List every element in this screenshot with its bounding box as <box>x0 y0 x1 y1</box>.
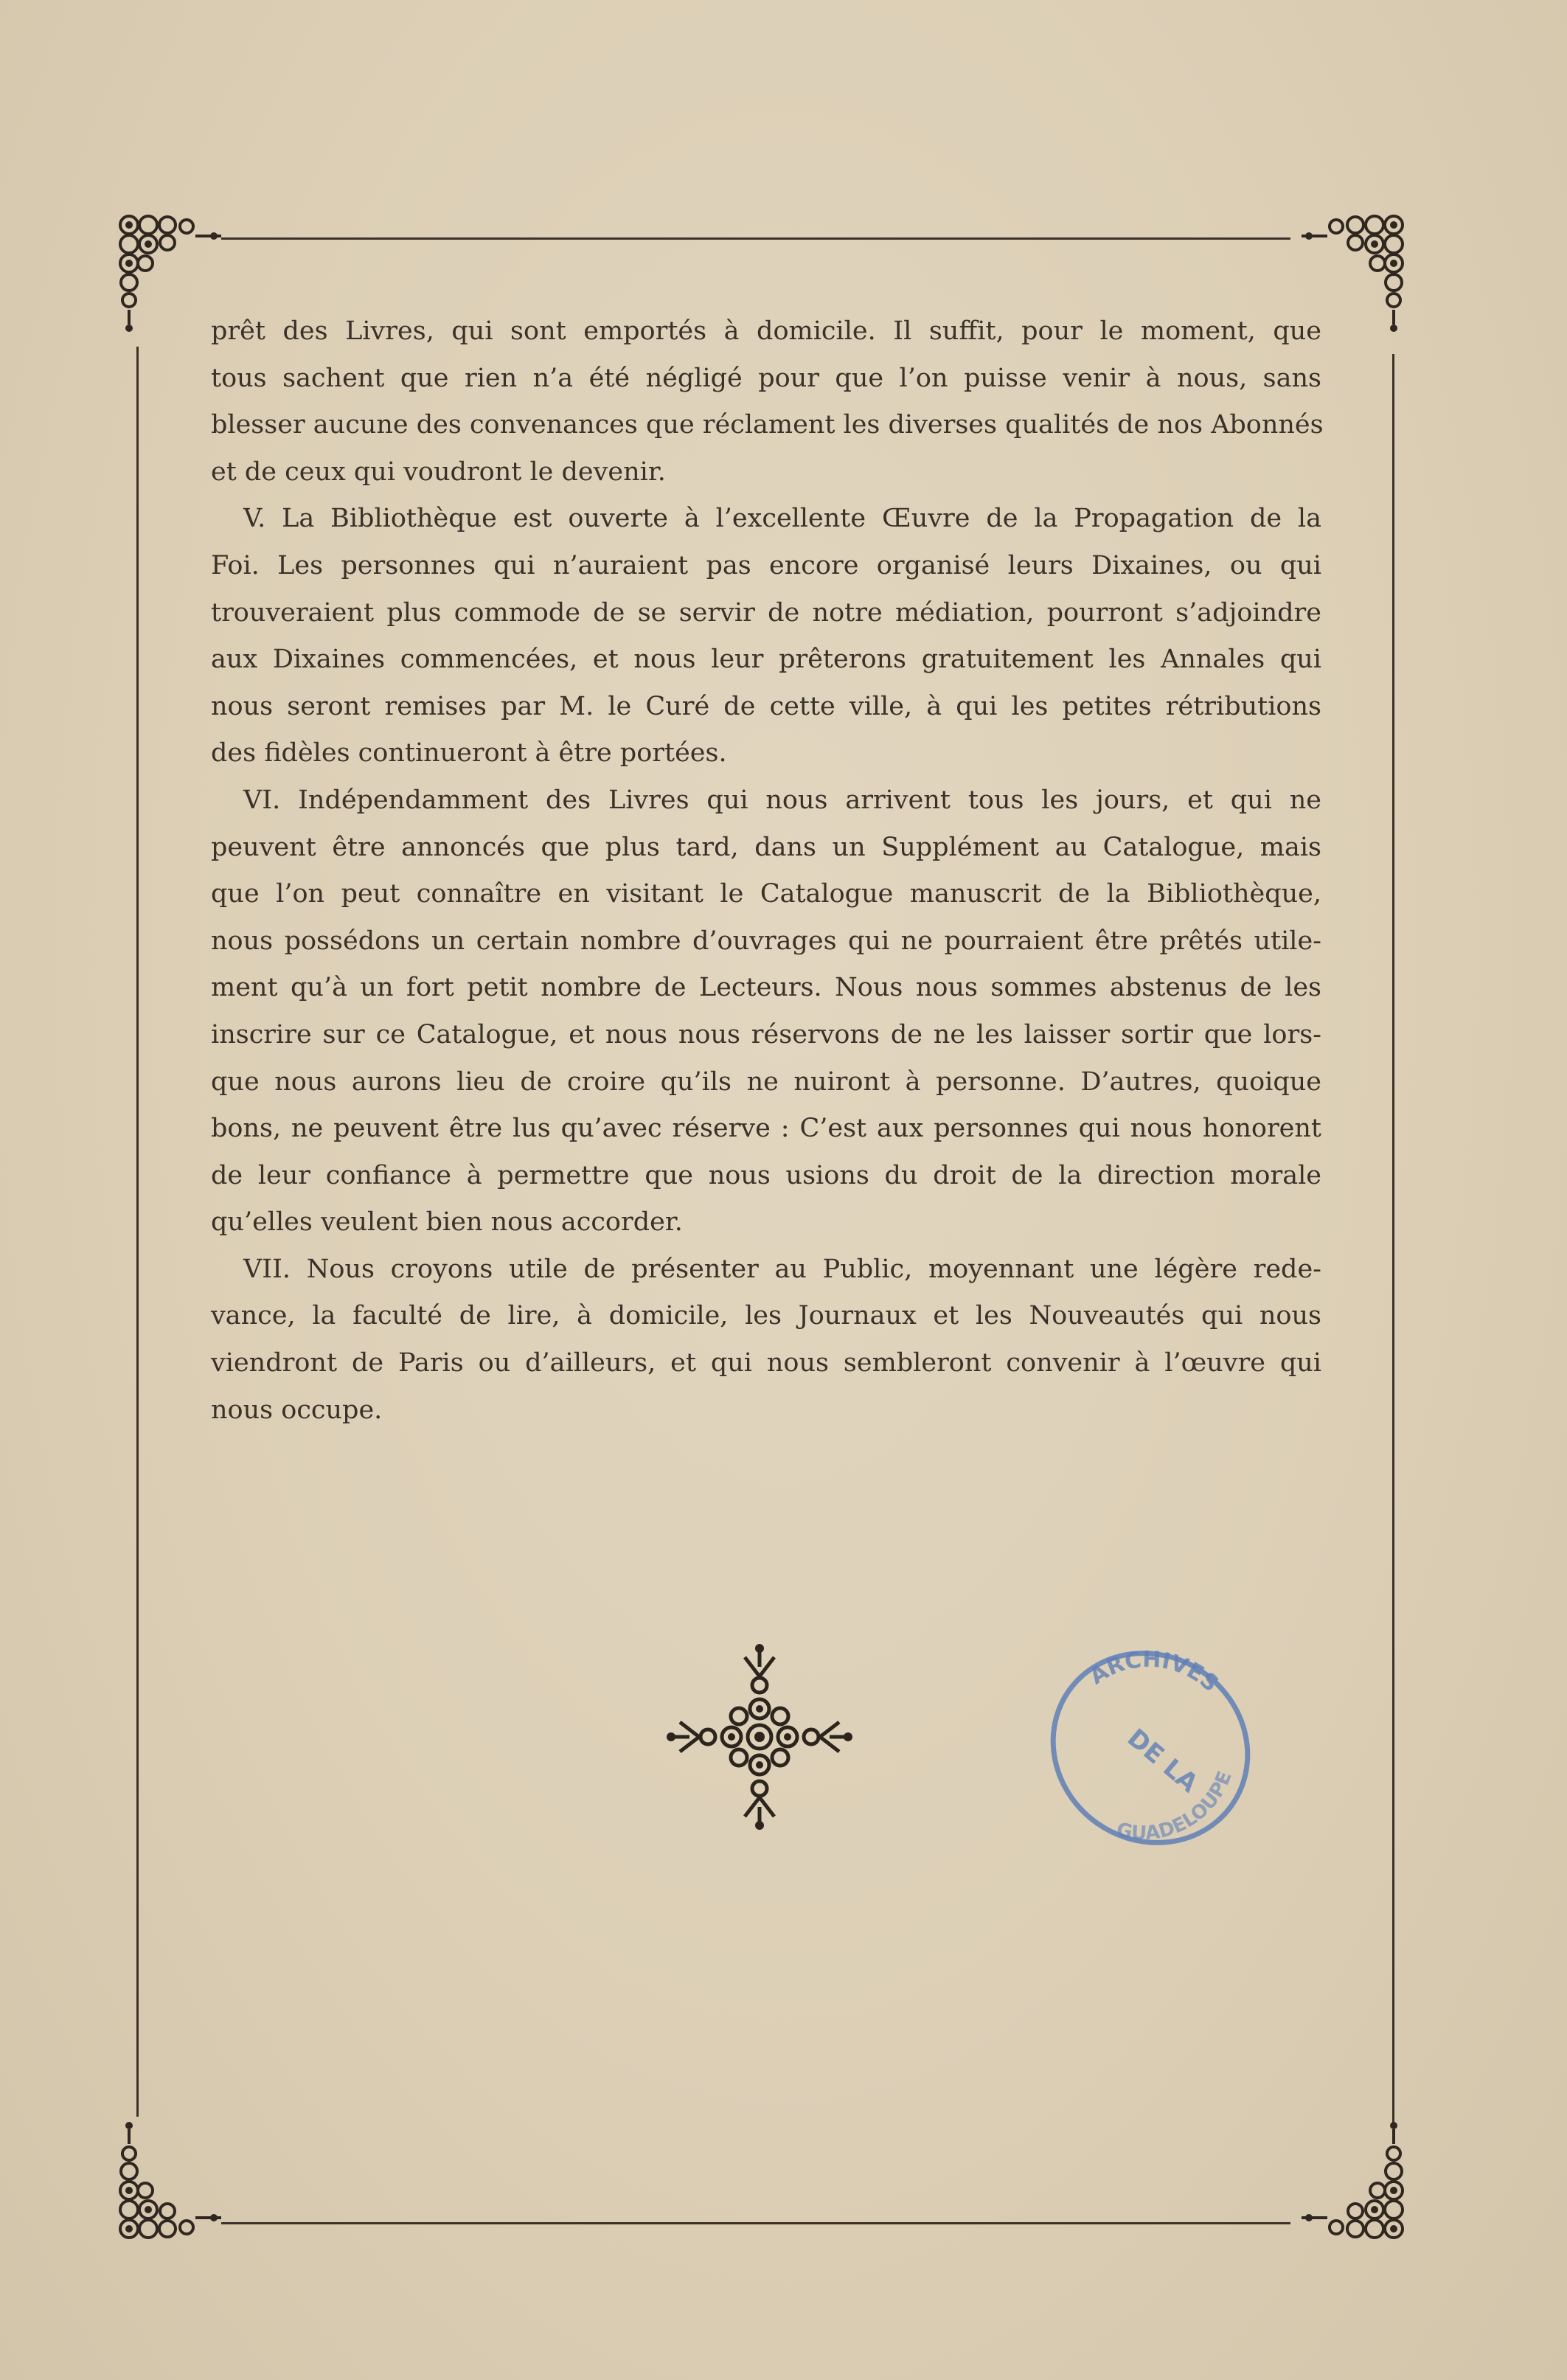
text-line: que nous aurons lieu de croire qu’ils ne nuiront à personne. D’autres, quoique <box>211 1066 1321 1097</box>
bottom-right-corner-ornament <box>1290 2111 1423 2251</box>
left-border-rule <box>136 347 139 2117</box>
text-line: Foi. Les personnes qui n’auraient pas encore organisé leurs Dixaines, ou qui <box>211 550 1321 580</box>
right-border-rule <box>1392 354 1394 2124</box>
text-line: prêt des Livres, qui sont emportés à domicile. Il suffit, pour le moment, que <box>211 316 1321 346</box>
text-line: ment qu’à un fort petit nombre de Lecteurs. Nous nous sommes abstenus de les <box>211 973 1321 1003</box>
text-line: que l’on peut connaître en visitant le Catalogue manuscrit de la Bibliothèque, <box>211 879 1321 909</box>
paragraph-vi <box>211 777 1321 1246</box>
text-line: nous possédons un certain nombre d’ouvrages qui ne pourraient être prêtés utile- <box>211 926 1321 956</box>
text-line: VI. Indépendamment des Livres qui nous arrivent tous les jours, et qui ne <box>243 785 1321 815</box>
archive-stamp <box>1029 1626 1272 1870</box>
top-border-rule <box>221 237 1290 240</box>
text-line: peuvent être annoncés que plus tard, dans un Supplément au Catalogue, mais <box>211 832 1321 862</box>
text-line: blesser aucune des convenances que réclament les diverses qualités de nos Abonnés <box>211 410 1324 440</box>
text-line: qu’elles veulent bien nous accorder. <box>211 1207 683 1238</box>
text-line: et de ceux qui voudront le devenir. <box>211 457 666 487</box>
fleuron-ornament <box>649 1626 870 1848</box>
text-line: des fidèles continueront à être portées. <box>211 738 727 769</box>
paragraph-v <box>211 496 1321 777</box>
svg-text:ARCHIVES <box>1085 1647 1223 1698</box>
text-line: VII. Nous croyons utile de présenter au Public, moyennant une légère rede- <box>243 1254 1321 1284</box>
body-text <box>211 308 1324 1434</box>
text-line: nous occupe. <box>211 1395 383 1425</box>
paragraph-vii <box>211 1246 1321 1434</box>
text-line: vance, la faculté de lire, à domicile, les Journaux et les Nouveautés qui nous <box>211 1301 1321 1331</box>
text-line: inscrire sur ce Catalogue, et nous nous réservons de ne les laisser sortir que lors- <box>211 1019 1321 1050</box>
paragraph-continuation <box>211 308 1324 496</box>
bottom-left-corner-ornament <box>100 2111 232 2251</box>
text-line: bons, ne peuvent être lus qu’avec réserve : C’est aux personnes qui nous honorent <box>211 1114 1321 1144</box>
stamp-line-2: DE LA <box>1121 1723 1203 1799</box>
text-line: tous sachent que rien n’a été négligé pour que l’on puisse venir à nous, sans <box>211 363 1321 393</box>
text-line: trouveraient plus commode de se servir de notre médiation, pourront s’adjoindre <box>211 597 1321 628</box>
bottom-border-rule <box>221 2222 1290 2224</box>
stamp-line-3: GUADELOUPE <box>1114 1768 1237 1845</box>
text-line: V. La Bibliothèque est ouverte à l’excellente Œuvre de la Propagation de la <box>243 504 1321 534</box>
text-line: de leur confiance à permettre que nous usions du droit de la direction morale <box>211 1160 1321 1190</box>
text-line: aux Dixaines commencées, et nous leur prêterons gratuitement les Annales qui <box>211 645 1321 675</box>
text-line: nous seront remises par M. le Curé de cette ville, à qui les petites rétributions <box>211 691 1321 721</box>
text-line: viendront de Paris ou d’ailleurs, et qui nous sembleront convenir à l’œuvre qui <box>211 1348 1321 1378</box>
stamp-line-1: ARCHIVES <box>1085 1646 1223 1698</box>
